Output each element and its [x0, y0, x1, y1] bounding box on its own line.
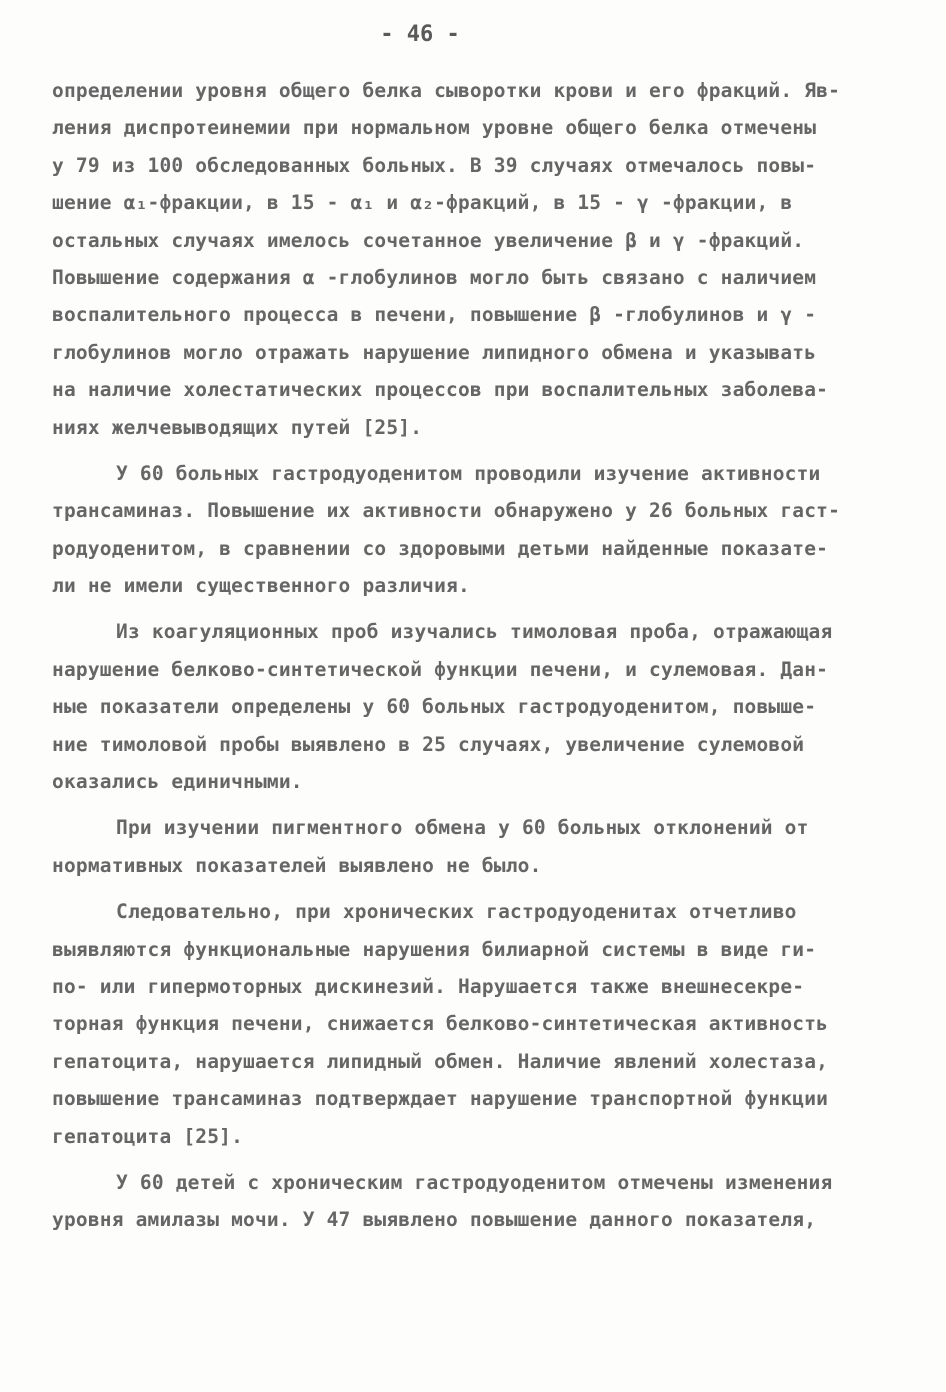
text-line: остальных случаях имелось сочетанное увеличение β и γ -фракций.: [52, 228, 805, 252]
text-line: ления диспротеинемии при нормальном уровне общего белка отмечены: [52, 116, 817, 140]
text-line: Из коагуляционных проб изучались тимоловая проба, отражающая: [116, 620, 833, 644]
paragraph: [52, 72, 892, 446]
text-line: У 60 больных гастродуоденитом проводили изучение активности: [116, 461, 821, 485]
text-line: выявляются функциональные нарушения билиарной системы в виде ги-: [52, 937, 817, 961]
text-line: повышение трансаминаз подтверждает нарушение транспортной функции: [52, 1087, 829, 1111]
text-line: глобулинов могло отражать нарушение липидного обмена и указывать: [52, 340, 817, 364]
text-line: ниях желчевыводящих путей [25].: [52, 415, 423, 439]
text-line: нормативных показателей выявлено не было.: [52, 853, 542, 877]
text-line: При изучении пигментного обмена у 60 больных отклонений от: [116, 816, 809, 840]
text-line: родуоденитом, в сравнении со здоровыми детьми найденные показате-: [52, 536, 829, 560]
text-line: торная функция печени, снижается белково-синтетическая активность: [52, 1012, 829, 1036]
text-line: на наличие холестатических процессов при воспалительных заболева-: [52, 378, 829, 402]
text-line: по- или гипермоторных дискинезий. Нарушается также внешнесекре-: [52, 974, 805, 998]
text-line: гепатоцита [25].: [52, 1124, 244, 1148]
paragraph: [52, 1164, 892, 1239]
text-line: нарушение белково-синтетической функции печени, и сулемовая. Дан-: [52, 657, 829, 681]
text-line: оказались единичными.: [52, 770, 303, 794]
text-line: Следовательно, при хронических гастродуоденитах отчетливо: [116, 900, 797, 924]
text-line: у 79 из 100 обследованных больных. В 39 случаях отмечалось повы-: [52, 153, 817, 177]
paragraph: [52, 455, 892, 605]
text-line: воспалительного процесса в печени, повышение β -глобулинов и γ -: [52, 303, 817, 327]
text-line: трансаминаз. Повышение их активности обнаружено у 26 больных гаст-: [52, 499, 841, 523]
text-line: гепатоцита, нарушается липидный обмен. Наличие явлений холестаза,: [52, 1049, 829, 1073]
paragraph: [52, 613, 892, 800]
text-line: определении уровня общего белка сыворотки крови и его фракций. Яв-: [52, 79, 841, 102]
text-line: уровня амилазы мочи. У 47 выявлено повышение данного показателя,: [52, 1208, 817, 1232]
text-line: ли не имели существенного различия.: [52, 574, 470, 598]
text-line: шение α₁-фракции, в 15 - α₁ и α₂-фракций, в 15 - γ -фракции, в: [52, 191, 793, 215]
paragraph: [52, 893, 892, 1155]
text-line: ние тимоловой пробы выявлено в 25 случаях, увеличение сулемовой: [52, 732, 805, 756]
paragraph: [52, 809, 892, 884]
text-line: У 60 детей с хроническим гастродуоденитом отмечены изменения: [116, 1170, 833, 1194]
page-number: - 46 -: [380, 22, 460, 47]
text-line: ные показатели определены у 60 больных гастродуоденитом, повыше-: [52, 695, 817, 719]
text-line: Повышение содержания α -глобулинов могло быть связано с наличием: [52, 265, 817, 289]
body-text: [52, 72, 892, 1239]
